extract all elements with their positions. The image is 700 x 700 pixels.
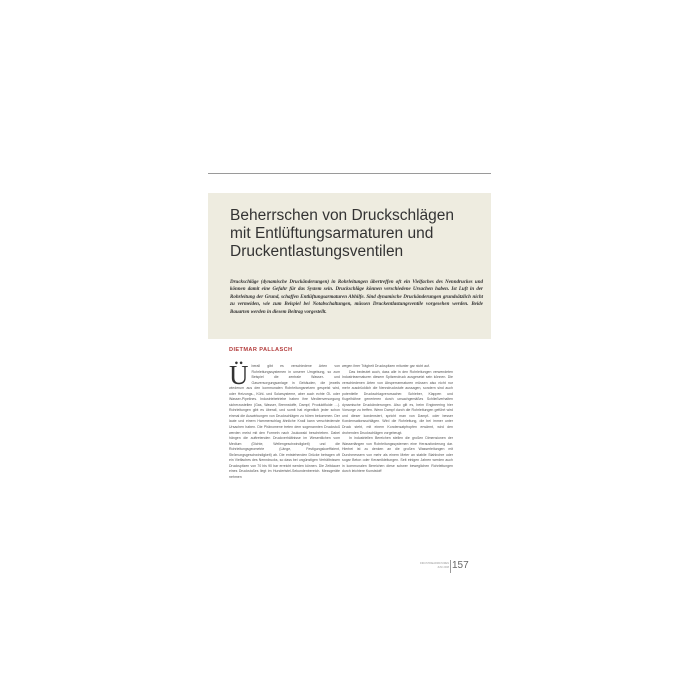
page-number: 157 [452,560,469,571]
footer-publication: INDUSTRIEARMATUREN JUNI 2008 [419,562,449,569]
footer-divider [450,560,451,573]
title-line: mit Entlüftungsarmaturen und [230,225,434,242]
article-lead: Druckschläge (dynamische Druckänderungen) in Rohrleitungen übertreffen oft ein Vielfaches des Nenndruckes und können damit eine Gefahr für das System sein. Druckschläge können verschiedene Ursachen haben. Ist Luft in der Rohrleitung der Grund, schaffen Entlüftungsarmaturen Abhilfe. Sind dynamische Druckänderungen grundsätzlich nicht zu vermeiden, wie zum Beispiel bei Notabschaltungen, müssen Druckentlastungsventile vorgesehen werden. Beide Bauarten werden in diesem Beitrag vorgestellt. [230,280,483,315]
text-column-right [342,364,453,475]
title-line: Beherrschen von Druckschlägen [230,207,455,224]
drop-cap: Ü [229,360,249,390]
title-line: Druckentlastungsventilen [230,243,404,260]
text-column-left [229,360,340,480]
body-paragraph: In industriellen Bereichen stellen die großen Dimensionen der Wasserlängen von Rohrleitungssystemen eine Herausforderung dar. Hierbei ist zu denken an die großen Wasserleitungen mit Durchmessern von mehr als einem Meter an stabile Stahlrohre oder sogar Beton oder Keramikleitungen. Seit einigen Jahren werden auch in kommunalen Bereichen diese schwer beweglichen Rohrleitungen durch leichtere Kunststoff [342,436,453,474]
body-paragraph: wegen ihrer Trägheit Druckspitzen mitunter gar nicht auf. [342,364,430,368]
body-paragraph: berall gibt es verschiedene Arten von Rohrleitungssystemen in unserer Umgebung, so zum Beispiel die zentrale Wasser- und Gasversorgungsanlage in Gebäuden, die jeweils wiederum aus den kommunalen Rohrleitungsnetzen gespeist wird, oder Heizungs-, Kühl- und Solarsysteme, aber auch echte Öl- oder Wasser-Pipelines. Industriebetriebe haben ihre Medienversorgung sicherzustellen (Gas, Wasser, Brennstoffe, Dampf, Produktfluide …). Rohrleitungen gibt es überall, und somit hat eigentlich jeder schon einmal die Auswirkungen von Druckschlägen zu hören bekommen. Der laute und einem Hammerschlag ähnliche Knall kann verschiedenste Ursachen haben. Die Phänomene treten dem sogenannten Druckstoß werden meist mit den Formeln nach Joukowski beschrieben. Dabei hängen die auftretenden Druckverhältnisse im Wesentlichen vom Medium (Dichte, Wellengeschwindigkeit) und die Rohrleitungsgeometrie (Länge, Festigungskoeffizient, Strömungsgeschwindigkeit) ab. Die entstehenden Drücke betragen oft ein Vielfaches des Nenndrucks, so dass bei ungünstigen Verhältnissen Druckspitzen von 70 bis 90 bar erreicht werden können. Die Zeitdauer eines Druckstoßes liegt im Hundertstel-Sekundenbereich. Messgeräte nehmen [229,364,340,479]
top-divider [208,173,491,174]
article-title [230,207,485,261]
title-box [208,193,491,339]
body-paragraph: Das bedeutet auch, dass alle in den Rohrleitungen verwendeten Industriearmaturen diesem Spitzendruck ausgesetzt sein können. Die verschiedenen Arten von Absperrarmaturen müssen also nicht nur mehr ausdrücklich die Nenndruckstufe aussagen, sondern sind auch potentielle Druckschlagverursacher. Schieber, Klappen und Kugelhähne generieren durch unsachgemäßes Schließverhalten dynamische Druckänderungen. Also gilt es, beim Engineering hier Vorsorge zu treffen. Wenn Dampf durch die Rohrleitungen geführt wird und dieser kondensiert, spricht man von Dampf- oder besser Kondensationsschlägen. Wird die Rohrleitung, die bei immer unter Druck steht, mit einem Kondensatpfropfen erwärmt, wird den drohenden Druckschlägen vorgebeugt. [342,369,453,435]
author-name: DIETMAR PALLASCH [229,347,293,353]
